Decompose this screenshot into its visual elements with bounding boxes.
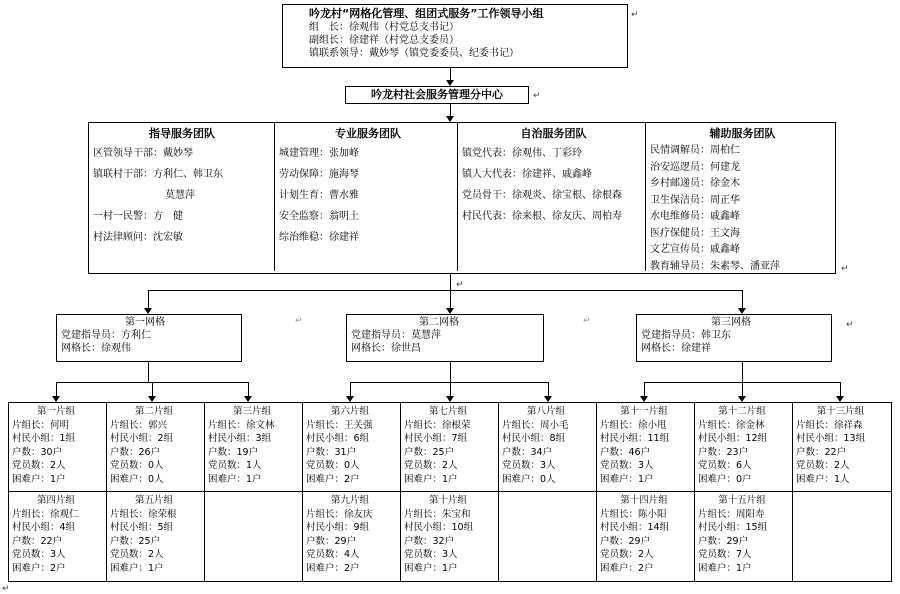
group-cell-empty (793, 492, 891, 581)
group-line: 片组长：徐文林 (208, 419, 275, 431)
service-teams-panel (88, 122, 836, 274)
group-name: 第四片组 (36, 495, 75, 506)
group-cell (401, 403, 498, 491)
team-member: 村法律顾问：沈宏敏 (93, 232, 183, 243)
paragraph-mark: ↵ (846, 320, 854, 330)
group-line: 村民小组：12组 (698, 433, 768, 444)
group-line: 片组长：徐友庆 (306, 508, 373, 520)
connector (148, 290, 149, 308)
connector (450, 274, 451, 290)
team-title: 辅助服务团队 (709, 127, 776, 140)
paragraph-mark: ↵ (841, 264, 849, 274)
connector (350, 382, 351, 396)
team-member: 治安巡逻员：何建龙 (650, 161, 740, 173)
group-line: 村民小组：15组 (698, 522, 768, 533)
group-line: 党员数：6人 (698, 460, 752, 471)
team-member: 民情调解员：周柏仁 (650, 145, 740, 156)
group-name: 第七片组 (428, 406, 467, 417)
group-cell (499, 403, 596, 491)
group-line: 片组长：周阳寿 (698, 508, 765, 520)
group-line: 党员数：3人 (600, 460, 654, 471)
grid-2-box (346, 314, 544, 362)
group-cell (401, 492, 498, 581)
group-name: 第六片组 (330, 406, 369, 417)
connector (742, 362, 743, 382)
paragraph-mark: ↵ (295, 316, 303, 326)
connector (148, 362, 149, 382)
groups-table (8, 402, 892, 582)
group-line: 户数：29户 (306, 535, 357, 547)
group-name: 第二片组 (134, 406, 173, 417)
connector (548, 382, 549, 396)
connector (644, 382, 645, 396)
team-autonomy (457, 123, 645, 271)
group-line: 党员数：0人 (306, 460, 360, 471)
team-title: 指导服务团队 (149, 127, 215, 140)
group-line: 困难户：2户 (600, 562, 654, 574)
group-cell (107, 492, 204, 581)
connector (350, 382, 548, 383)
group-line: 困难户：2户 (306, 562, 360, 574)
leader-group-line: 副组长：徐建祥（村党总支委员） (309, 35, 459, 46)
group-name: 第十一片组 (620, 406, 668, 417)
group-line: 困难户：2户 (306, 473, 360, 485)
group-line: 片组长：徐根荣 (404, 419, 471, 431)
group-line: 户数：19户 (208, 446, 259, 458)
group-line: 村民小组：9组 (306, 522, 370, 533)
group-line: 村民小组：4组 (12, 522, 76, 533)
group-name: 第十二片组 (718, 406, 766, 417)
group-line: 党员数：0人 (110, 460, 164, 471)
team-member: 镇人大代表：徐建祥、戚鑫峰 (462, 169, 592, 180)
group-line: 困难户：0人 (502, 473, 556, 485)
group-name: 第九片组 (330, 495, 369, 506)
group-name: 第三片组 (232, 406, 271, 417)
team-professional (274, 123, 457, 271)
group-line: 村民小组：3组 (208, 433, 272, 444)
grid-line: 网格长：徐世昌 (351, 343, 421, 354)
team-member: 医疗保健员：王文海 (650, 227, 740, 239)
service-center-title: 吟龙村社会服务管理分中心 (371, 88, 503, 101)
group-name: 第十四片组 (620, 495, 668, 506)
group-line: 党员数：3人 (404, 549, 458, 560)
connector (148, 290, 742, 291)
leader-group-line: 组 长：徐观伟（村党总支书记） (309, 22, 459, 33)
group-line: 困难户：1户 (208, 473, 262, 485)
connector (742, 290, 743, 308)
team-member: 一村一民警：方 健 (93, 211, 183, 222)
team-member: 镇联村干部：方利仁、韩卫东 (93, 169, 223, 180)
group-line: 片组长：徐金林 (698, 419, 765, 431)
team-member: 教育辅导员：朱素琴、潘亚萍 (650, 260, 780, 272)
group-line: 党员数：1人 (208, 460, 262, 471)
group-line: 片组长：徐小甩 (600, 419, 667, 431)
paragraph-mark: ↵ (583, 316, 591, 326)
connector (152, 382, 153, 396)
connector (56, 382, 57, 396)
group-name: 第八片组 (526, 406, 565, 417)
group-line: 困难户：0户 (698, 473, 752, 485)
leader-group-title: 吟龙村“网格化管理、组团式服务”工作领导小组 (309, 7, 544, 20)
group-line: 片组长：何明 (12, 419, 70, 431)
group-line: 片组长：朱宝和 (404, 508, 471, 520)
group-line: 片组长：徐观仁 (12, 508, 79, 520)
group-line: 困难户：1户 (404, 473, 458, 485)
team-member: 村民代表：徐来根、徐友庆、周柏寿 (462, 211, 622, 222)
group-line: 困难户：1户 (404, 562, 458, 574)
group-line: 村民小组：8组 (502, 433, 566, 444)
group-cell (107, 403, 204, 491)
grid-name: 第三网格 (711, 317, 751, 328)
group-line: 户数：25户 (110, 535, 161, 547)
group-name: 第十三片组 (816, 406, 865, 417)
group-name: 第五片组 (134, 495, 173, 506)
team-member: 城建管理：张加峰 (279, 148, 359, 159)
group-line: 党员数：4人 (306, 549, 360, 560)
team-title: 自治服务团队 (520, 127, 587, 140)
group-line: 片组长：郭兴 (110, 419, 168, 431)
connector (450, 382, 451, 396)
group-line: 党员数：2人 (600, 549, 654, 560)
group-line: 村民小组：11组 (600, 433, 670, 444)
group-cell (597, 492, 694, 581)
group-line: 户数：26户 (110, 446, 161, 458)
group-line: 户数：30户 (12, 446, 63, 458)
group-line: 党员数：3人 (502, 460, 556, 471)
leader-group-line: 镇联系领导：戴妙琴（镇党委委员、纪委书记） (309, 48, 519, 59)
group-line: 村民小组：5组 (110, 522, 174, 533)
group-line: 党员数：2人 (796, 460, 850, 471)
group-line: 党员数：7人 (698, 549, 752, 560)
group-cell (793, 403, 891, 491)
group-line: 片组长：徐祥森 (796, 419, 863, 431)
group-cell-empty (499, 492, 596, 581)
team-member: 莫慧萍 (165, 190, 195, 201)
group-line: 困难户：2户 (12, 562, 66, 574)
group-line: 村民小组：1组 (12, 433, 76, 444)
group-line: 困难户：1户 (600, 473, 654, 485)
team-member: 镇党代表：徐观伟、丁彩玲 (462, 148, 582, 159)
team-member: 综治维稳：徐建祥 (279, 232, 359, 243)
paragraph-mark: ↵ (631, 10, 639, 20)
group-name: 第十五片组 (718, 495, 766, 506)
group-cell (205, 403, 302, 491)
group-name: 第十片组 (428, 495, 467, 506)
group-line: 户数：31户 (306, 446, 357, 458)
connector (840, 382, 841, 396)
group-line: 户数：34户 (502, 446, 553, 458)
group-line: 党员数：2人 (110, 549, 164, 560)
group-line: 户数：29户 (698, 535, 749, 547)
group-cell-empty (205, 492, 302, 581)
group-line: 党员数：3人 (12, 549, 66, 560)
paragraph-mark: ↵ (2, 584, 10, 594)
group-line: 困难户：1户 (110, 562, 164, 574)
group-line: 户数：32户 (404, 535, 455, 547)
team-member: 乡村邮递员：徐金木 (650, 178, 740, 189)
group-line: 户数：46户 (600, 446, 651, 458)
group-line: 户数：29户 (600, 535, 651, 547)
grid-line: 党建指导员：韩卫东 (641, 330, 731, 341)
group-line: 户数：22户 (12, 535, 63, 547)
grid-1-box (56, 314, 242, 362)
leader-group-box (282, 4, 628, 68)
group-line: 片组长：王关强 (306, 419, 373, 431)
team-member: 党员骨干：徐观炎、徐宝根、徐根森 (462, 190, 622, 201)
connector (450, 362, 451, 382)
group-line: 户数：22户 (796, 446, 847, 458)
group-name: 第一片组 (36, 406, 75, 417)
team-member: 卫生保洁员：周正华 (650, 194, 740, 206)
connector (450, 290, 451, 308)
group-line: 村民小组：10组 (404, 522, 474, 533)
grid-3-box (636, 314, 832, 362)
team-member: 计划生育：曹水雅 (279, 190, 359, 201)
group-line: 村民小组：13组 (796, 433, 866, 444)
group-cell (9, 403, 106, 491)
group-line: 村民小组：14组 (600, 522, 670, 533)
group-line: 片组长：陈小阳 (600, 508, 667, 520)
team-member: 安全监察：翁明土 (279, 211, 359, 222)
group-line: 困难户：1户 (12, 473, 66, 485)
group-line: 村民小组：7组 (404, 433, 468, 444)
group-line: 片组长：周小毛 (502, 419, 569, 431)
group-line: 户数：23户 (698, 446, 749, 458)
group-cell (303, 403, 400, 491)
group-line: 困难户：1人 (796, 473, 850, 485)
grid-line: 党建指导员：方利仁 (61, 330, 151, 341)
group-line: 片组长：徐荣根 (110, 508, 177, 520)
service-center-box (345, 86, 529, 104)
group-line: 党员数：2人 (404, 460, 458, 471)
group-line: 党员数：2人 (12, 460, 66, 471)
grid-line: 网格长：徐建祥 (641, 343, 711, 354)
group-line: 户数：25户 (404, 446, 455, 458)
group-line: 村民小组：2组 (110, 433, 174, 444)
team-member: 水电维修员：戚鑫峰 (650, 211, 740, 222)
team-guidance (89, 123, 271, 271)
team-auxiliary (645, 123, 835, 271)
group-cell (303, 492, 400, 581)
team-member: 区管领导干部：戴妙琴 (93, 148, 193, 159)
grid-line: 网格长：徐观伟 (61, 343, 131, 354)
group-cell (695, 403, 792, 491)
grid-name: 第一网格 (125, 317, 165, 328)
team-title: 专业服务团队 (335, 127, 401, 140)
connector (742, 382, 743, 396)
connector (450, 104, 451, 116)
group-cell (9, 492, 106, 581)
group-cell (695, 492, 792, 581)
group-line: 困难户：1户 (698, 562, 752, 574)
connector (248, 382, 249, 396)
grid-name: 第二网格 (419, 317, 459, 328)
team-member: 劳动保障：施海琴 (279, 169, 359, 180)
group-line: 村民小组：6组 (306, 433, 370, 444)
group-cell (597, 403, 694, 491)
paragraph-mark: ↵ (533, 91, 541, 101)
group-line: 困难户：0人 (110, 473, 164, 485)
paragraph-mark: ↵ (456, 280, 464, 290)
grid-line: 党建指导员：莫慧萍 (351, 330, 441, 341)
team-member: 文艺宣传员：戚鑫峰 (650, 244, 740, 255)
